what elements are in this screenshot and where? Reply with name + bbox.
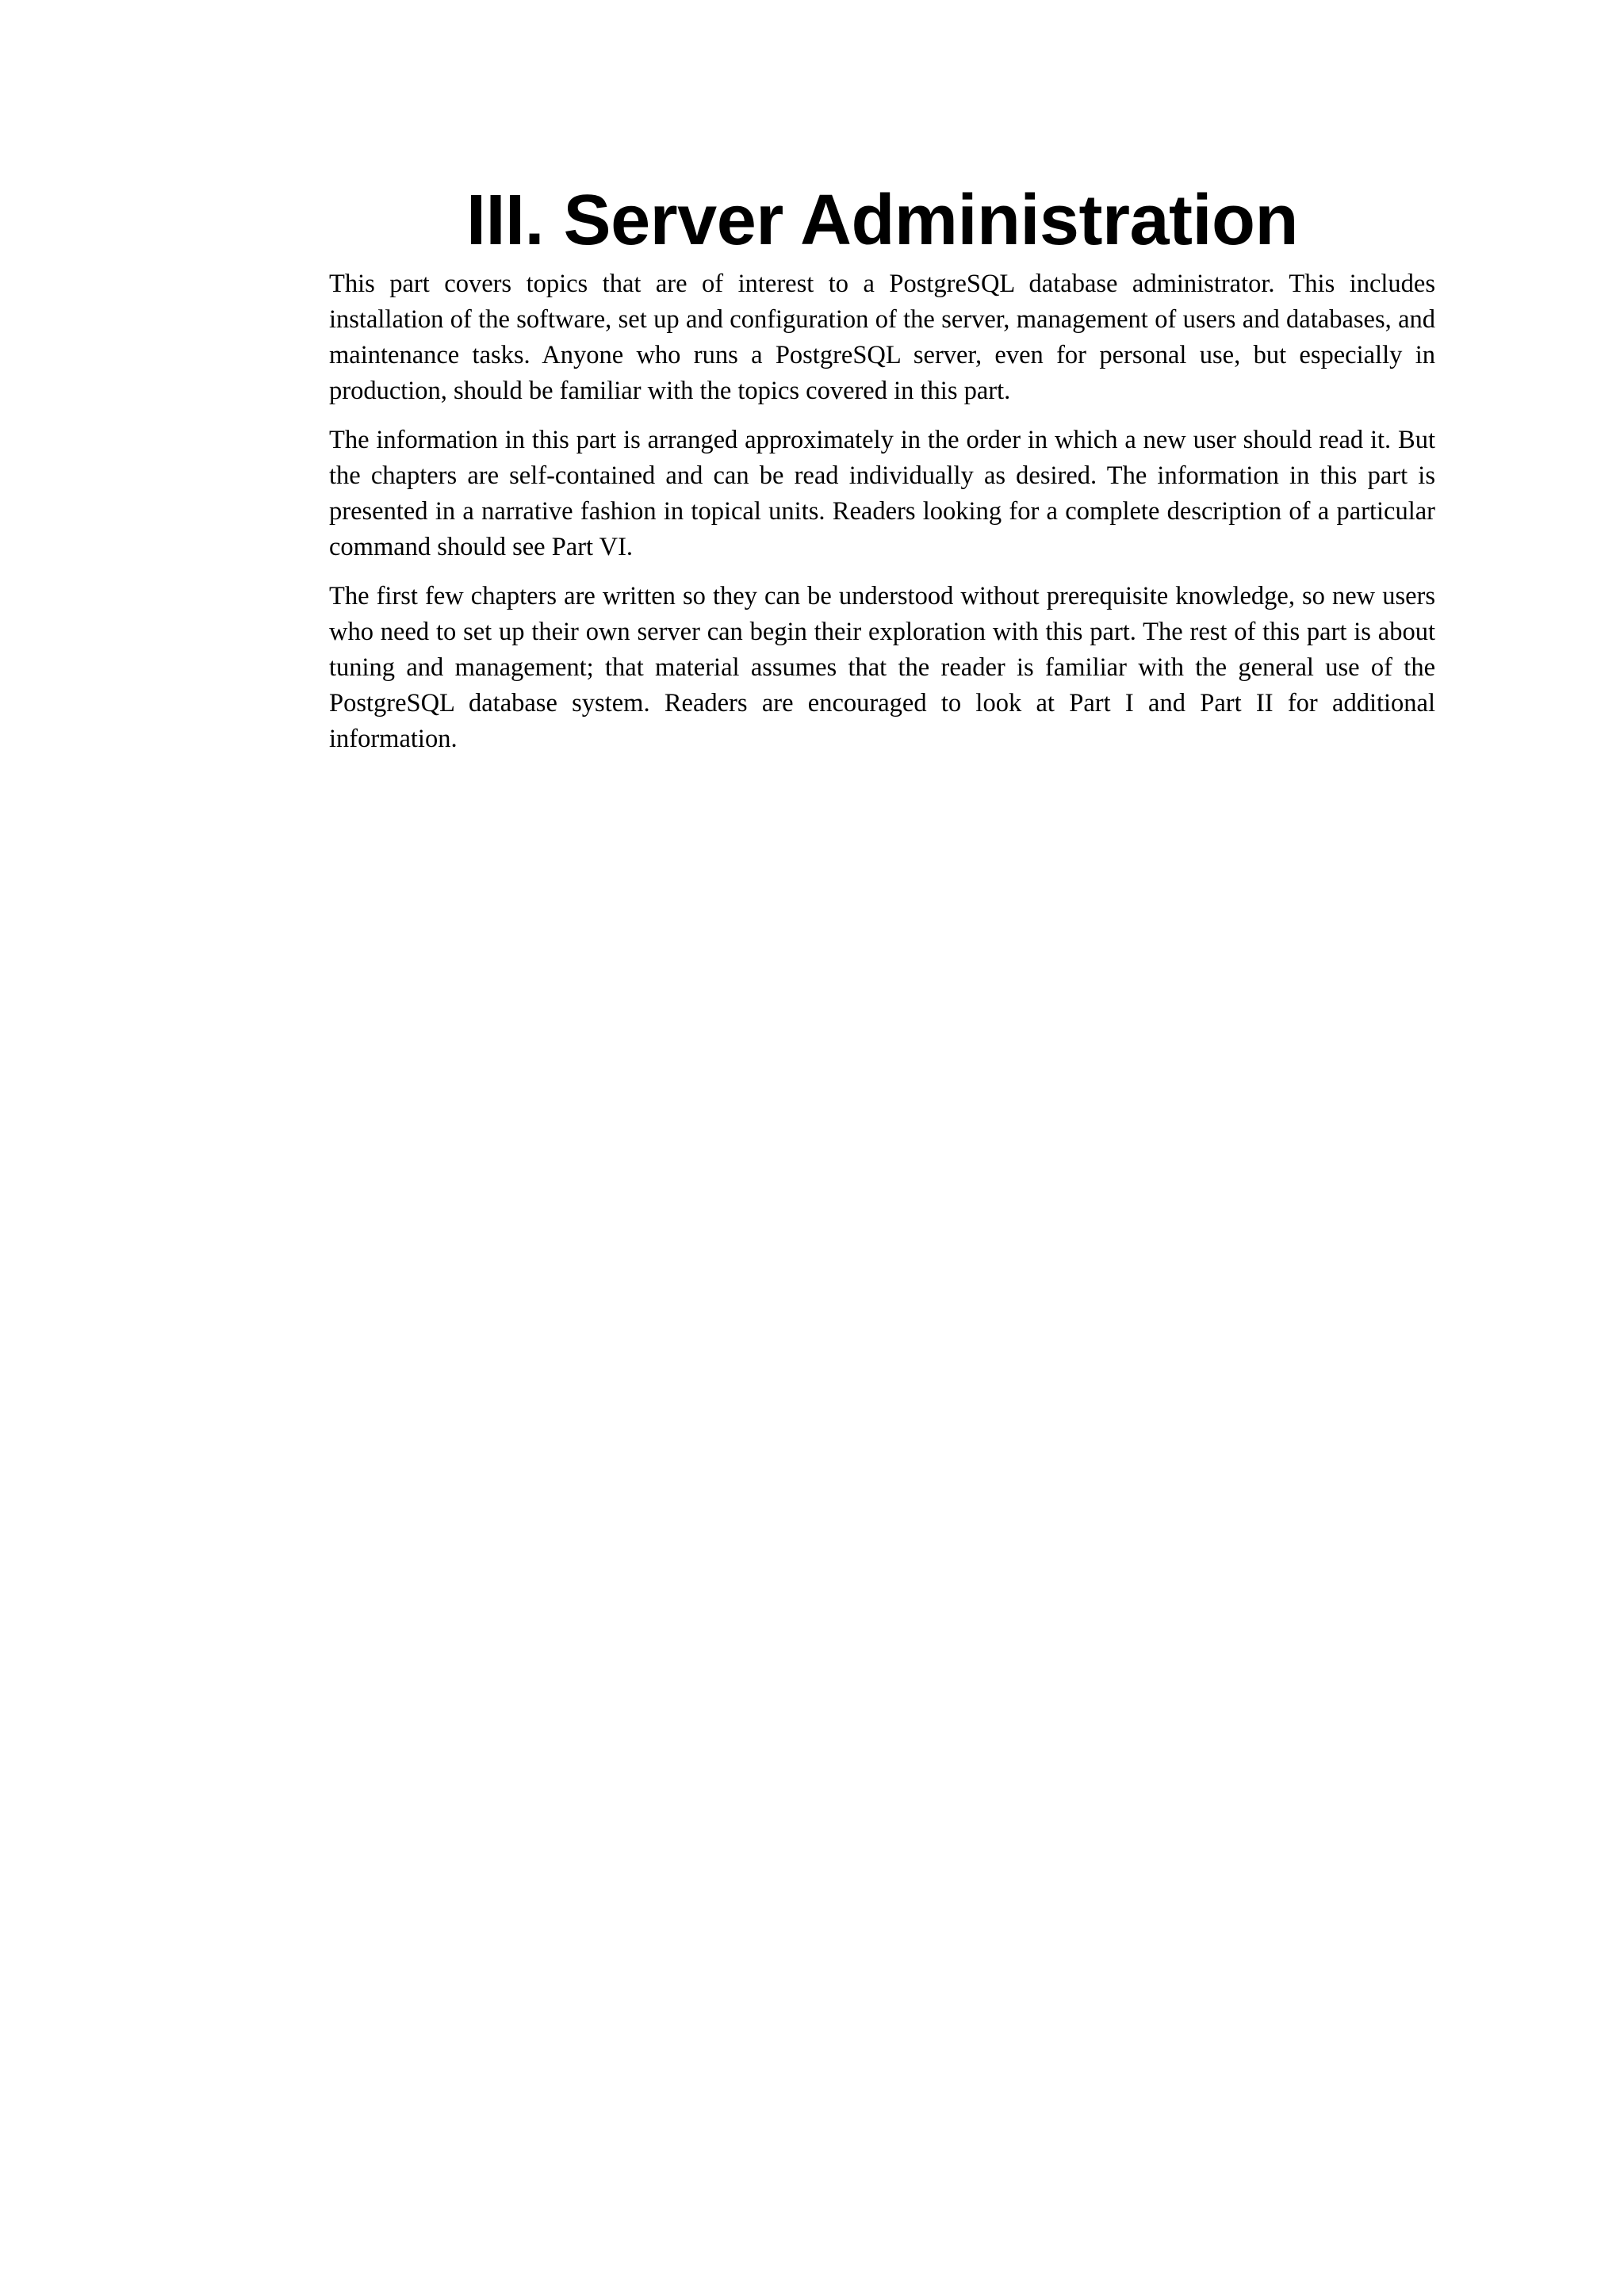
organization-paragraph: The information in this part is arranged approximately in the order in which a new user should read it. But the chapters are self-contained and can be read individually as desired. The information in this part is presented in a narrative fashion in topical units. Readers looking for a complete description of a particular command should see Part VI. — [329, 426, 1435, 561]
part-title: III. Server Administration — [466, 181, 1298, 260]
audience-paragraph: The first few chapters are written so they can be understood without prerequisite knowledge, so new users who need to set up their own server can begin their exploration with this part. The rest of this part is about tuning and management; that material assumes that the reader is familiar with the general use of the PostgreSQL database system. Readers are encouraged to look at Part I and Part II for additional information. — [329, 582, 1435, 753]
page-content — [329, 176, 1435, 771]
intro-paragraph: This part covers topics that are of interest to a PostgreSQL database administrator. This includes installation of the software, set up and configuration of the server, management of users and databases, and maintenance tasks. Anyone who runs a PostgreSQL server, even for personal use, but especially in production, should be familiar with the topics covered in this part. — [329, 270, 1435, 405]
